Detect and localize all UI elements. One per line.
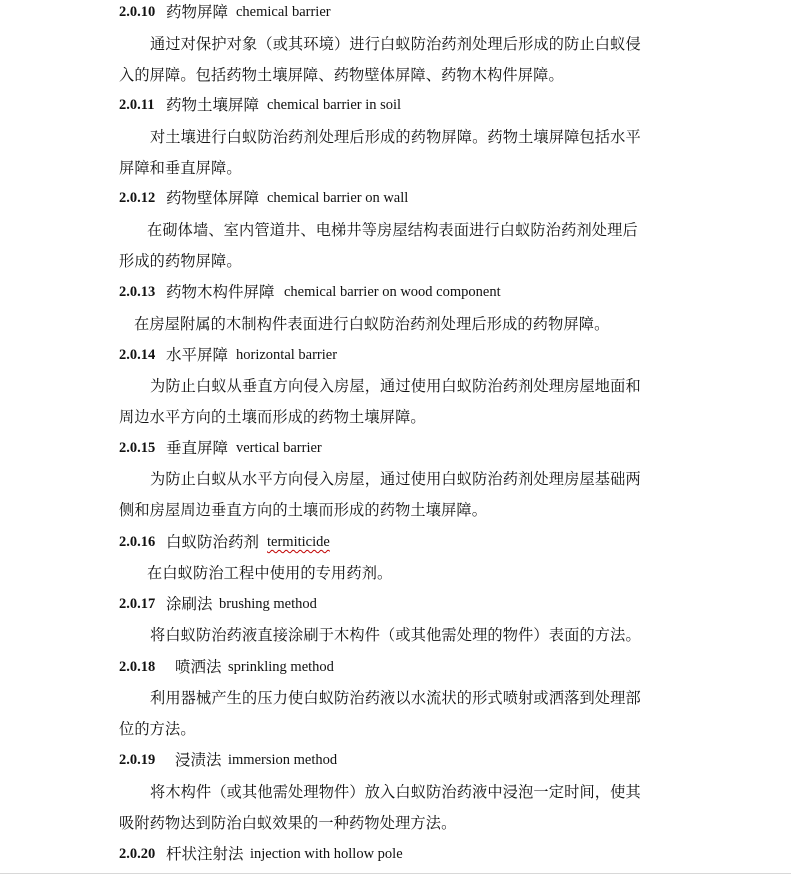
definition-line: 为防止白蚁从垂直方向侵入房屋，通过使用白蚁防治药剂处理房屋地面和 bbox=[150, 377, 641, 395]
term-english-spellcheck: termiticide bbox=[267, 534, 330, 550]
term-heading bbox=[0, 95, 791, 115]
definition-line: 周边水平方向的土壤而形成的药物土壤屏障。 bbox=[119, 408, 426, 426]
term-number: 2.0.16 bbox=[119, 534, 156, 550]
term-english: horizontal barrier bbox=[236, 347, 338, 363]
term-heading bbox=[0, 282, 791, 302]
term-heading bbox=[0, 657, 791, 677]
term-heading bbox=[0, 188, 791, 208]
definition-line: 对土壤进行白蚁防治药剂处理后形成的药物屏障。药物土壤屏障包括水平 bbox=[150, 128, 641, 146]
term-number: 2.0.10 bbox=[119, 4, 156, 20]
term-english: chemical barrier bbox=[236, 4, 331, 20]
page-bottom-divider bbox=[0, 873, 791, 874]
term-chinese: 药物屏障 bbox=[166, 3, 229, 21]
definition-line: 入的屏障。包括药物土壤屏障、药物壁体屏障、药物木构件屏障。 bbox=[119, 66, 564, 84]
term-heading bbox=[0, 532, 791, 552]
term-chinese: 喷洒法 bbox=[175, 658, 222, 676]
term-number: 2.0.11 bbox=[119, 97, 155, 113]
term-heading bbox=[0, 345, 791, 365]
term-chinese: 水平屏障 bbox=[166, 346, 229, 364]
definition-line: 通过对保护对象（或其环境）进行白蚁防治药剂处理后形成的防止白蚁侵 bbox=[150, 35, 641, 53]
definition-line: 在房屋附属的木制构件表面进行白蚁防治药剂处理后形成的药物屏障。 bbox=[134, 315, 610, 333]
term-heading bbox=[0, 594, 791, 614]
definition-line: 位的方法。 bbox=[119, 720, 196, 738]
definition-line: 在白蚁防治工程中使用的专用药剂。 bbox=[147, 564, 393, 582]
term-english: immersion method bbox=[228, 752, 338, 768]
term-number: 2.0.15 bbox=[119, 440, 156, 456]
definition-line: 为防止白蚁从水平方向侵入房屋，通过使用白蚁防治药剂处理房屋基础两 bbox=[150, 470, 641, 488]
term-english: vertical barrier bbox=[236, 440, 322, 456]
term-english: brushing method bbox=[219, 596, 317, 612]
definition-line: 侧和房屋周边垂直方向的土壤而形成的药物土壤屏障。 bbox=[119, 501, 488, 519]
term-heading bbox=[0, 2, 791, 22]
definition-line: 屏障和垂直屏障。 bbox=[119, 159, 242, 177]
term-chinese: 药物木构件屏障 bbox=[166, 283, 275, 301]
definition-line: 利用器械产生的压力使白蚁防治药液以水流状的形式喷射或洒落到处理部 bbox=[150, 689, 641, 707]
term-heading bbox=[0, 844, 791, 864]
term-english: injection with hollow pole bbox=[250, 846, 403, 862]
term-number: 2.0.12 bbox=[119, 190, 156, 206]
term-chinese: 涂刷法 bbox=[166, 595, 213, 613]
term-number: 2.0.13 bbox=[119, 284, 156, 300]
definition-line: 将白蚁防治药液直接涂刷于木构件（或其他需处理的物件）表面的方法。 bbox=[150, 626, 641, 644]
term-chinese: 药物壁体屏障 bbox=[166, 189, 260, 207]
term-number: 2.0.19 bbox=[119, 752, 156, 768]
definition-line: 在砌体墙、室内管道井、电梯井等房屋结构表面进行白蚁防治药剂处理后 bbox=[147, 221, 638, 239]
term-heading bbox=[0, 750, 791, 770]
definition-line: 形成的药物屏障。 bbox=[119, 252, 242, 270]
term-heading bbox=[0, 438, 791, 458]
term-english: chemical barrier on wall bbox=[267, 190, 409, 206]
term-chinese: 药物土壤屏障 bbox=[166, 96, 260, 114]
term-chinese: 杆状注射法 bbox=[166, 845, 244, 863]
term-number: 2.0.18 bbox=[119, 659, 156, 675]
definition-line: 将木构件（或其他需处理物件）放入白蚁防治药液中浸泡一定时间，使其 bbox=[150, 783, 641, 801]
term-chinese: 浸渍法 bbox=[175, 751, 222, 769]
term-english: sprinkling method bbox=[228, 659, 334, 675]
term-chinese: 垂直屏障 bbox=[166, 439, 229, 457]
term-english: chemical barrier in soil bbox=[267, 97, 402, 113]
term-english: chemical barrier on wood component bbox=[284, 284, 501, 300]
definition-line: 吸附药物达到防治白蚁效果的一种药物处理方法。 bbox=[119, 814, 457, 832]
term-chinese: 白蚁防治药剂 bbox=[166, 533, 260, 551]
term-number: 2.0.20 bbox=[119, 846, 156, 862]
term-number: 2.0.14 bbox=[119, 347, 156, 363]
term-number: 2.0.17 bbox=[119, 596, 156, 612]
